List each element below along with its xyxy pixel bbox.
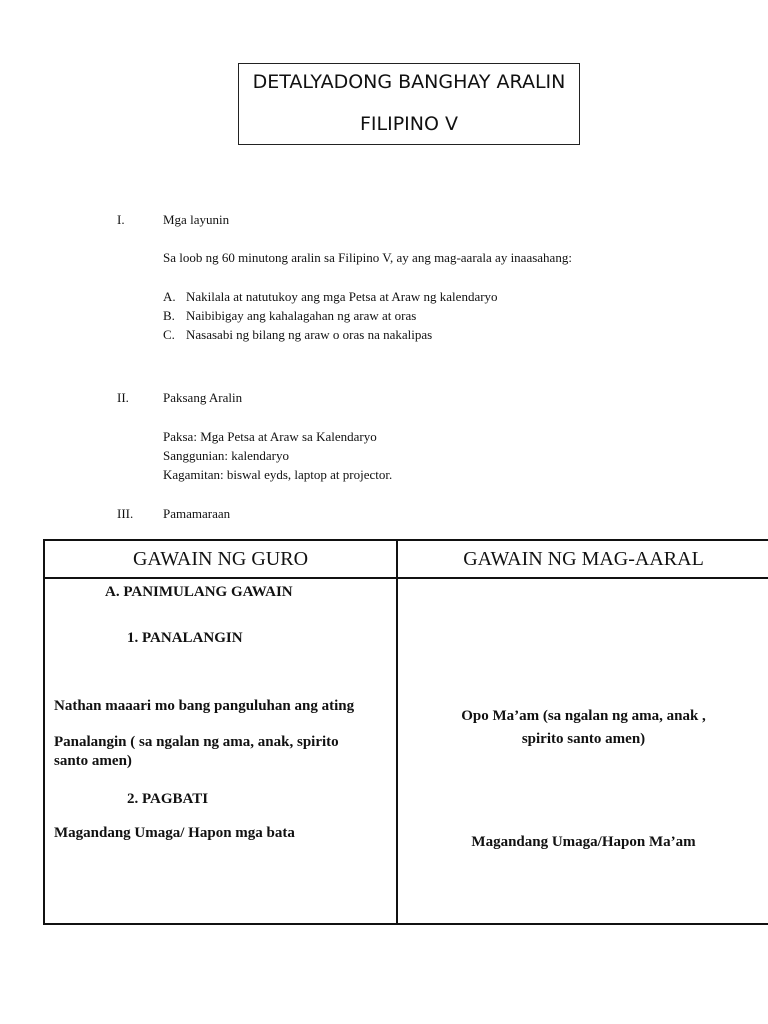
- section-heading: Pamamaraan: [163, 506, 231, 521]
- document-title-box: [238, 63, 580, 145]
- section-heading: Mga layunin: [163, 212, 230, 227]
- section-numeral: I.: [117, 212, 125, 227]
- topic-paksa: Paksa: Mga Petsa at Araw sa Kalendaryo: [163, 429, 377, 444]
- step-heading: 2. PAGBATI: [127, 791, 209, 807]
- student-activities-cell: [397, 578, 768, 924]
- teacher-activities-cell: [44, 578, 397, 924]
- step-heading: 1. PANALANGIN: [127, 630, 243, 646]
- teacher-prayer-line: Nathan maaari mo bang panguluhan ang ating: [54, 698, 355, 714]
- teacher-greeting: Magandang Umaga/ Hapon mga bata: [54, 825, 295, 841]
- lesson-procedure-table: [43, 539, 768, 925]
- student-column-header: GAWAIN NG MAG-AARAL: [397, 540, 768, 578]
- student-response: spirito santo amen): [521, 731, 646, 747]
- topic-sanggunian: Sanggunian: kalendaryo: [163, 448, 289, 463]
- student-response: Magandang Umaga/Hapon Ma’am: [471, 834, 696, 850]
- section-numeral: III.: [117, 506, 134, 521]
- teacher-prayer-line: Panalangin ( sa ngalan ng ama, anak, spirito: [54, 734, 339, 750]
- section-numeral: II.: [117, 390, 129, 405]
- part-heading: A. PANIMULANG GAWAIN: [105, 584, 293, 600]
- topic-kagamitan: Kagamitan: biswal eyds, laptop at projector.: [163, 467, 393, 482]
- section-heading: Paksang Aralin: [163, 390, 243, 405]
- document-subject: FILIPINO V: [360, 113, 458, 135]
- teacher-prayer-line: santo amen): [54, 753, 132, 769]
- student-response: Opo Ma’am (sa ngalan ng ama, anak ,: [461, 708, 706, 724]
- teacher-column-header: GAWAIN NG GURO: [44, 540, 397, 578]
- objectives-intro: Sa loob ng 60 minutong aralin sa Filipino V, ay ang mag-aarala ay inaasahang:: [163, 250, 572, 265]
- document-title: DETALYADONG BANGHAY ARALIN: [252, 71, 566, 93]
